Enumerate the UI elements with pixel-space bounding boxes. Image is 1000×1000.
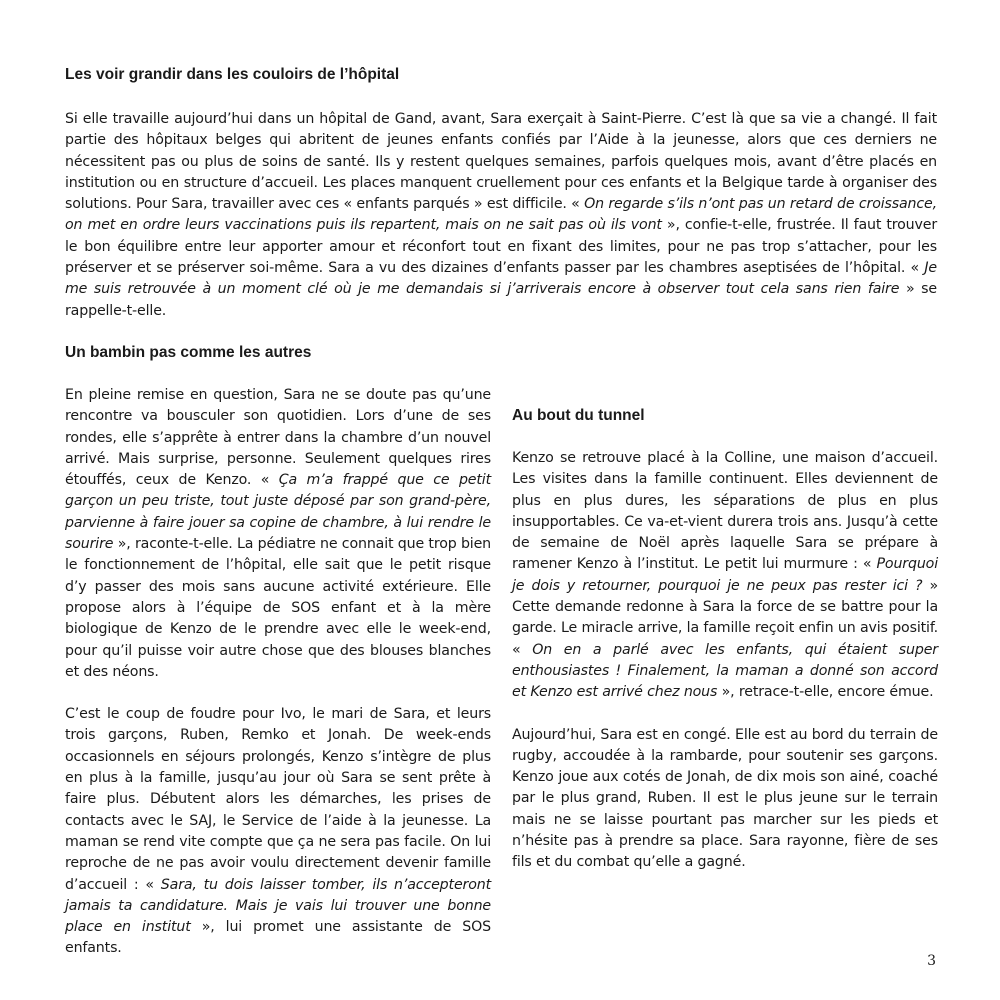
section-title-hopital: Les voir grandir dans les couloirs de l’hôpital bbox=[65, 66, 400, 83]
left-column bbox=[65, 343, 491, 960]
text-run: », confie-t-elle, frustrée. Il faut trouver le bon équilibre entre leur apporter amour et réconfort tout en fixant des limites, pour ne pas trop s’attacher, pour les préserver et se préserver soi-même. Sara a vu des dizaines d’enfants passer par les chambres aseptisées de l’hôpital. « bbox=[65, 217, 937, 277]
text-run: Kenzo se retrouve placé à la Colline, une maison d’accueil. Les visites dans la famille continuent. Elles deviennent de plus en plus dures, les séparations de plus en plus insupportables. Ce va-et-vient durera trois ans. Jusqu’à cette de semaine de Noël après laquelle Sara se prépare à ramener Kenzo à l’institut. Le petit lui murmure : « bbox=[512, 450, 938, 573]
quote-run: On regarde s’ils n’ont pas un retard de croissance, on met en ordre leurs vaccinations puis ils repartent, mais on ne sait pas où ils vont bbox=[65, 196, 937, 234]
quote-run: Ça m’a frappé que ce petit garçon un peu triste, tout juste déposé par son grand-père, parvienne à faire jouer sa copine de chambre, à lui rendre le sourire bbox=[65, 472, 491, 553]
section-title-bambin: Un bambin pas comme les autres bbox=[65, 344, 312, 361]
text-run: Si elle travaille aujourd’hui dans un hôpital de Gand, avant, Sara exerçait à Saint-Pierre. C’est là que sa vie a changé. Il fait partie des hôpitaux belges qui abritent de jeunes enfants confiés par l’Aide à la jeunesse, alors que ces derniers ne nécessitent pas ou plus de soins de santé. Ils y restent quelques semaines, parfois quelques mois, avant d’être placés en institution ou en structure d’accueil. Les places manquent cruellement pour ces enfants et la Belgique tarde à organiser des solutions. Pour Sara, travailler avec ces « enfants parqués » est difficile. « bbox=[65, 111, 937, 213]
quote-run: Je me suis retrouvée à un moment clé où je me demandais si j’arriverais encore à observer tout cela sans rien faire bbox=[65, 260, 937, 298]
paragraph-colline bbox=[512, 448, 938, 704]
section-title-tunnel: Au bout du tunnel bbox=[512, 407, 645, 424]
text-run: », lui promet une assistante de SOS enfants. bbox=[65, 919, 492, 957]
text-run: C’est le coup de foudre pour Ivo, le mari de Sara, et leurs trois garçons, Ruben, Remko et Jonah. De week-ends occasionnels en séjours prolongés, Kenzo s’intègre de plus en plus à la famille, jusqu’au jour où Sara se sent prête à faire plus. Débutent alors les démarches, les prises de contacts avec le SAJ, le Service de l’aide à la jeunesse. La maman se rend vite compte que ça ne sera pas facile. On lui reproche de ne pas avoir voulu directement devenir famille d’accueil : « bbox=[65, 706, 491, 893]
text-run: » se rappelle-t-elle. bbox=[65, 281, 937, 319]
paragraph-rencontre bbox=[65, 385, 491, 683]
quote-run: Pourquoi je dois y retourner, pourquoi je ne peux pas rester ici ? bbox=[512, 556, 938, 594]
text-run: », raconte-t-elle. La pédiatre ne connait que trop bien le fonctionnement de l’hôpital, elle sait que le petit risque d’y passer des mois sans aucune activité extérieure. Elle propose alors à l’équipe de SOS enfant et à la mère biologique de Kenzo de le prendre avec elle le week-end, pour qu’il puisse voir autre chose que des blouses blanches et des néons. bbox=[65, 536, 492, 680]
text-run: » Cette demande redonne à Sara la force de se battre pour la garde. Le miracle arrive, la famille reçoit enfin un avis positif. « bbox=[512, 577, 939, 658]
right-column bbox=[512, 344, 938, 874]
quote-run: On en a parlé avec les enfants, qui étaient super enthousiastes ! Finalement, la maman a donné son accord et Kenzo est arrivé chez nous bbox=[512, 641, 938, 701]
paragraph-hopital bbox=[65, 109, 937, 322]
page-number: 3 bbox=[927, 953, 936, 969]
quote-run: Sara, tu dois laisser tomber, ils n’accepteront jamais ta candidature. Mais je vais lui trouver une bonne place en institut bbox=[65, 876, 491, 936]
paragraph-coup-de-foudre bbox=[65, 704, 491, 960]
text-run: En pleine remise en question, Sara ne se doute pas qu’une rencontre va bousculer son quotidien. Lors d’une de ses rondes, elle s’apprête à entrer dans la chambre d’un nouvel arrivé. Mais surprise, personne. Seulement quelques rires étouffés, ceux de Kenzo. « bbox=[65, 387, 491, 489]
text-run: », retrace-t-elle, encore émue. bbox=[717, 684, 934, 701]
paragraph-rugby: Aujourd’hui, Sara est en congé. Elle est au bord du terrain de rugby, accoudée à la rambarde, pour soutenir ses garçons. Kenzo joue aux cotés de Jonah, de dix mois son ainé, coaché par le plus grand, Ruben. Il est le plus jeune sur le terrain mais ne se laisse pourtant pas marcher sur les pieds et n’hésite pas à prendre sa place. Sara rayonne, fière de ses fils et du combat qu’elle a gagné. bbox=[512, 726, 938, 871]
